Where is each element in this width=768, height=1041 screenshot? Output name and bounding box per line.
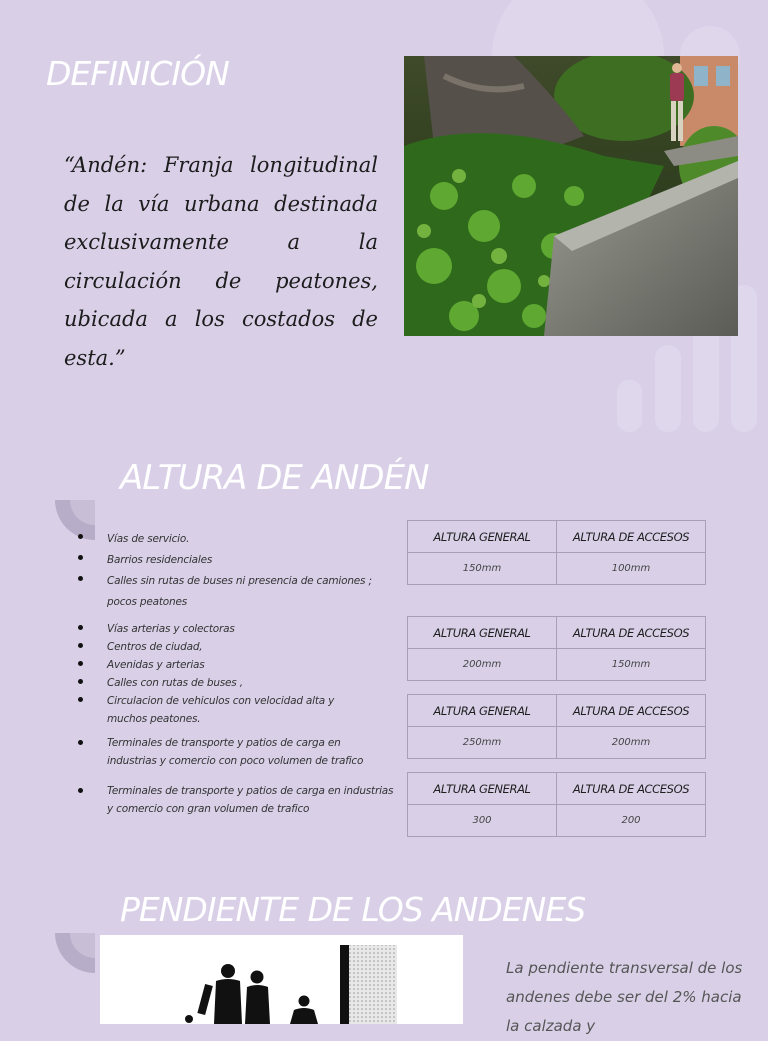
header-general: ALTURA GENERAL: [408, 617, 557, 649]
road-type-list-3: [77, 734, 377, 770]
header-general: ALTURA GENERAL: [408, 773, 557, 805]
pedestrian-silhouettes-diagram: [100, 935, 463, 1024]
sidewalk-curb-photo: [404, 56, 738, 336]
value-accesos: 200: [557, 805, 706, 837]
definition-quote: “Andén: Franja longitudinal de la vía urbana destinada exclusivamente a la circulación de peatones, ubicada a los costados de esta.”: [64, 153, 378, 370]
value-accesos: 200mm: [557, 727, 706, 759]
value-general: 250mm: [408, 727, 557, 759]
height-table-4: [407, 772, 706, 837]
road-type-list-2: [77, 620, 377, 728]
header-general: ALTURA GENERAL: [408, 521, 557, 553]
height-heading: ALTURA DE ANDÉN: [120, 458, 429, 498]
header-accesos: ALTURA DE ACCESOS: [557, 521, 706, 553]
header-accesos: ALTURA DE ACCESOS: [557, 695, 706, 727]
slope-description: La pendiente transversal de los andenes debe ser del 2% hacia la calzada y: [506, 959, 743, 1035]
slope-heading: PENDIENTE DE LOS ANDENES: [120, 890, 586, 929]
definition-heading: DEFINICIÓN: [46, 54, 229, 93]
list-item: Terminales de transporte y patios de carga en industrias y comercio con gran volumen de trafico: [77, 782, 397, 818]
header-accesos: ALTURA DE ACCESOS: [557, 773, 706, 805]
list-item: Calles sin rutas de buses ni presencia de camiones ; pocos peatones: [77, 571, 377, 613]
height-table-1: [407, 520, 706, 585]
height-table-3: [407, 694, 706, 759]
value-general: 300: [408, 805, 557, 837]
value-accesos: 100mm: [557, 553, 706, 585]
list-item: Avenidas y arterias: [77, 656, 377, 674]
list-item: Centros de ciudad,: [77, 638, 377, 656]
list-item: Terminales de transporte y patios de carga en industrias y comercio con poco volumen de trafico: [77, 734, 377, 770]
list-item: Vías de servicio.: [77, 529, 377, 550]
list-item: Vías arterias y colectoras: [77, 620, 377, 638]
value-general: 150mm: [408, 553, 557, 585]
list-item: Circulacion de vehiculos con velocidad alta y muchos peatones.: [77, 692, 377, 728]
list-item: Calles con rutas de buses ,: [77, 674, 377, 692]
value-accesos: 150mm: [557, 649, 706, 681]
road-type-list-4: [77, 782, 397, 818]
road-type-list-1: [77, 529, 377, 613]
header-accesos: ALTURA DE ACCESOS: [557, 617, 706, 649]
header-general: ALTURA GENERAL: [408, 695, 557, 727]
list-item: Barrios residenciales: [77, 550, 377, 571]
value-general: 200mm: [408, 649, 557, 681]
height-table-2: [407, 616, 706, 681]
